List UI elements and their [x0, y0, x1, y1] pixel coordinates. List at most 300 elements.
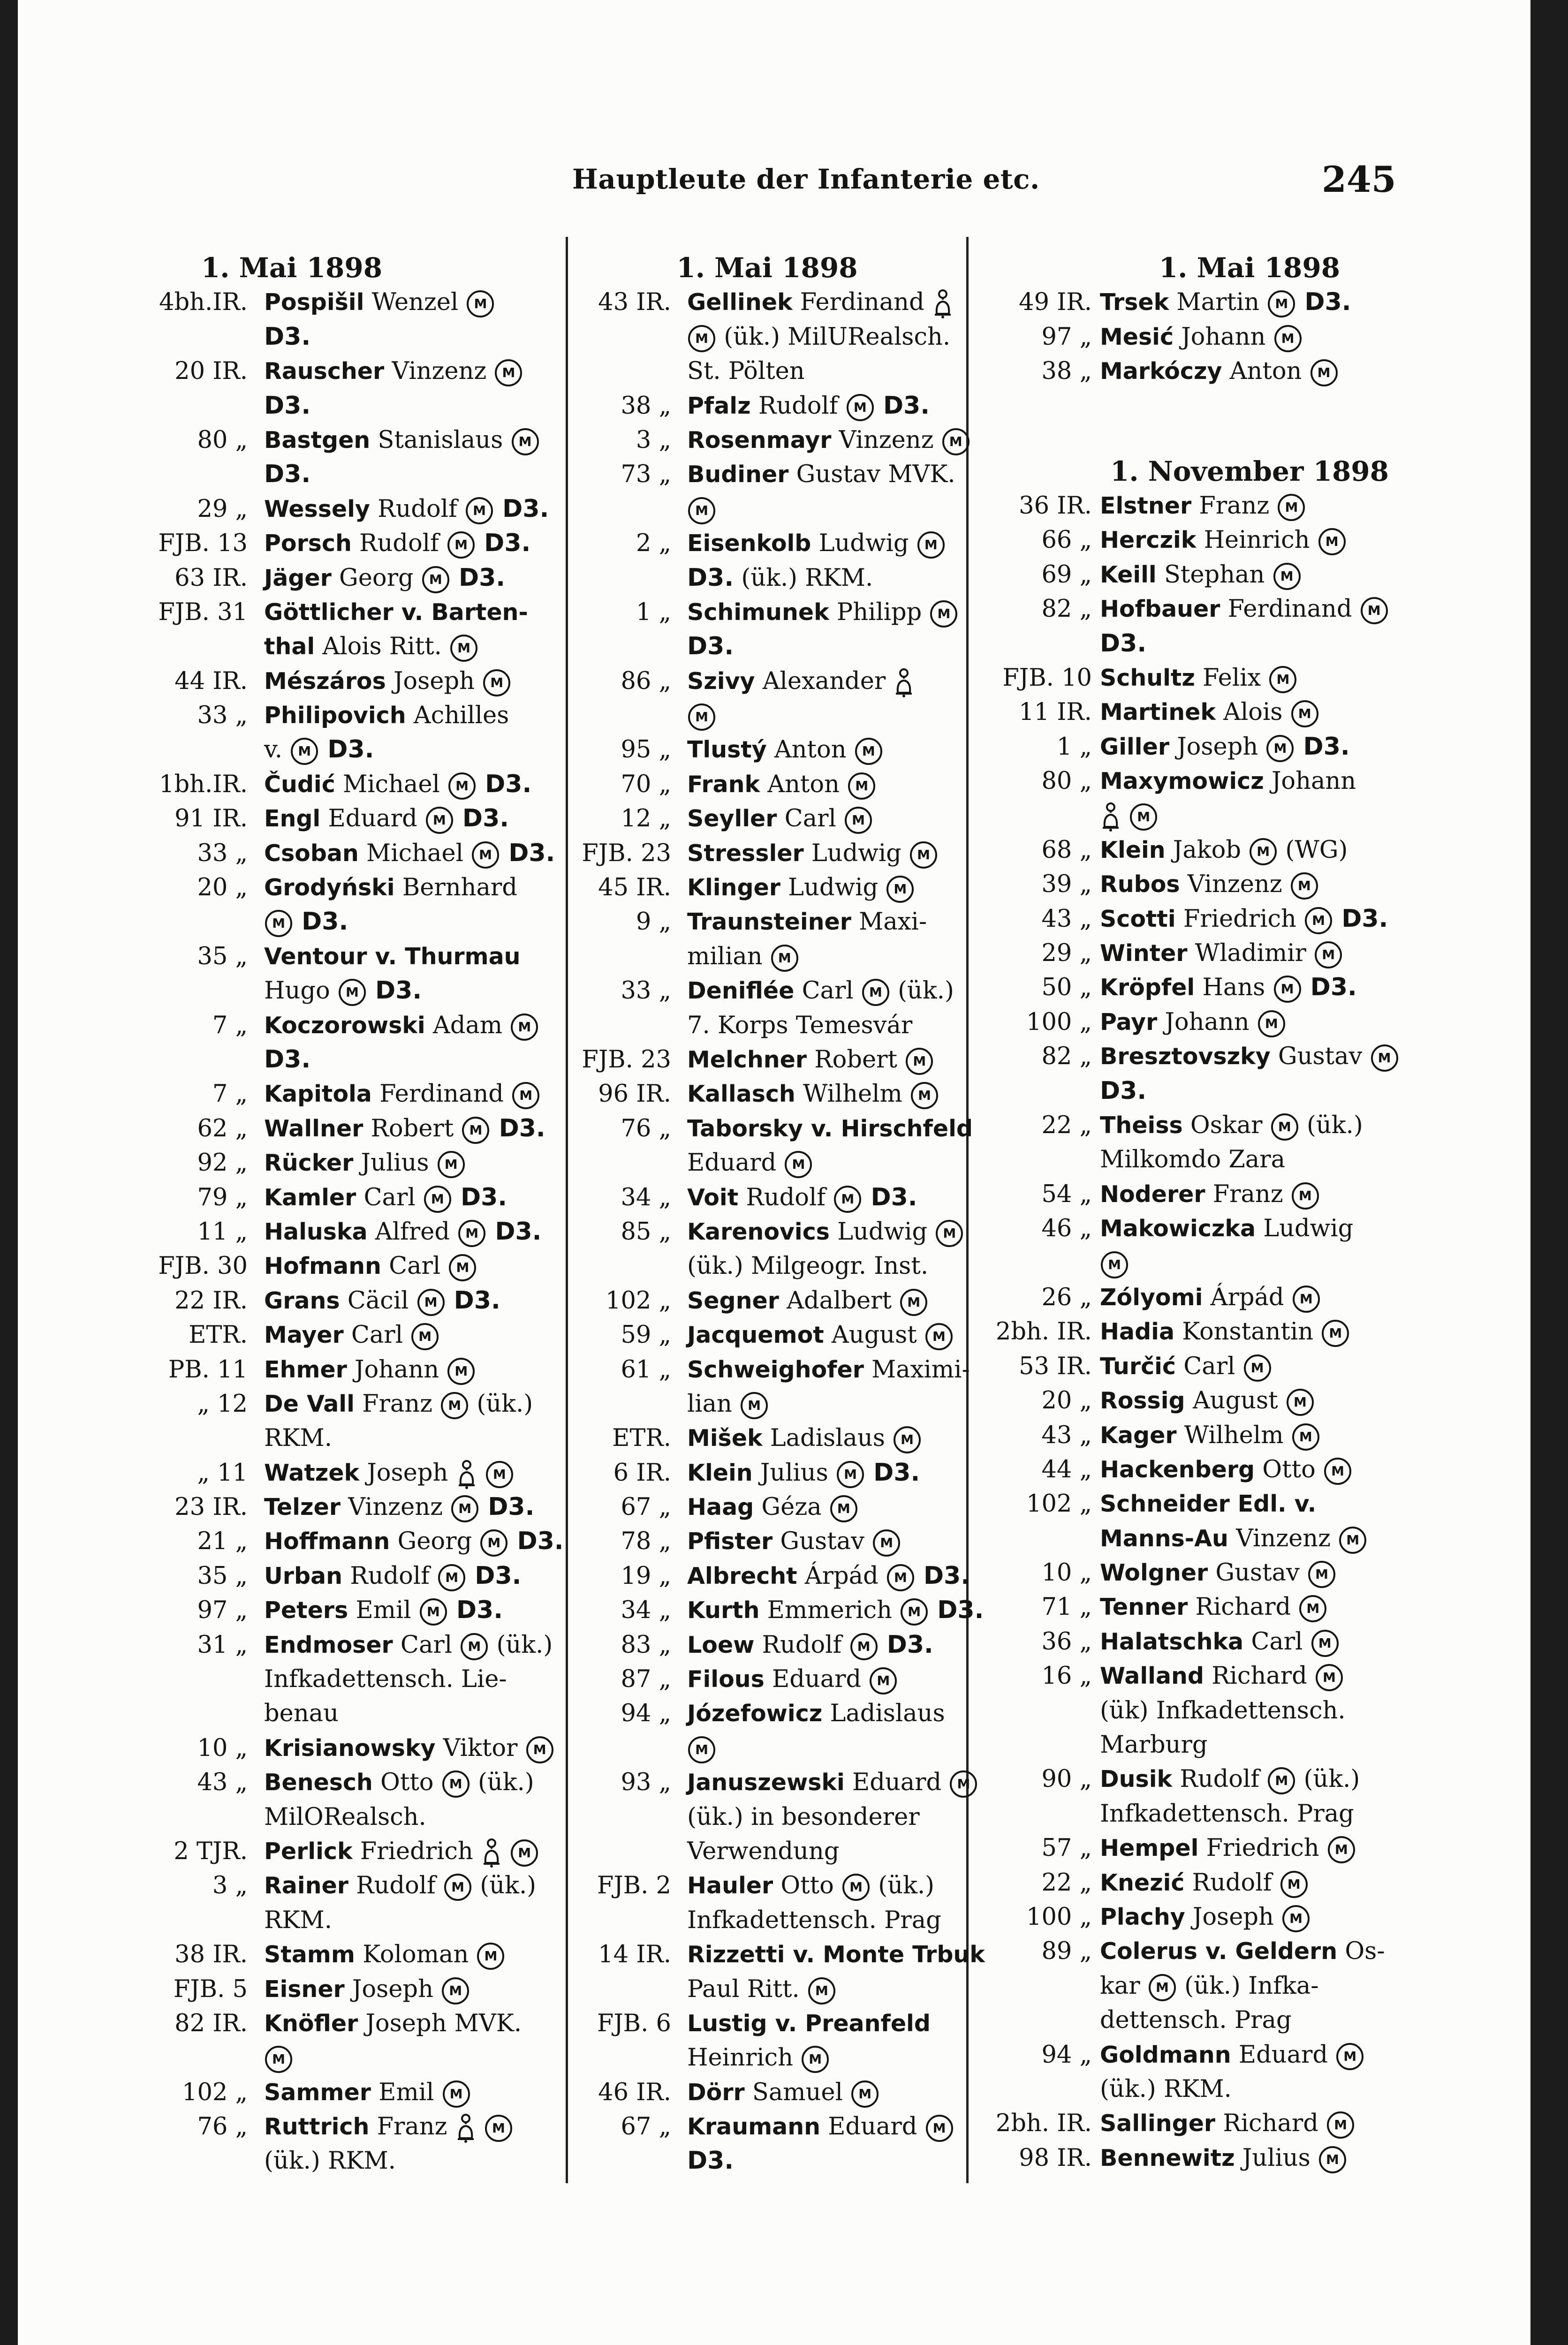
regiment-label: 82 IR.: [174, 2009, 248, 2037]
list-item: [568, 1834, 966, 1868]
entry-text: Achilles: [406, 702, 509, 730]
regiment-label: ETR.: [189, 1321, 248, 1349]
regiment-label: 3 „: [212, 1872, 248, 1900]
circled-m-icon: M: [339, 979, 366, 1006]
circled-m-icon: M: [480, 1529, 508, 1557]
officer-entry: [687, 1868, 934, 1903]
circled-m-icon: M: [886, 876, 914, 903]
surname: Seyller: [687, 805, 777, 832]
surname: Tlustý: [687, 736, 767, 764]
entry-text: Vinzenz: [1180, 870, 1290, 899]
entry-text: St. Pölten: [687, 357, 805, 386]
officer-entry: [264, 1834, 539, 1868]
surname: Manns-Au: [1100, 1525, 1228, 1552]
surname: Walland: [1100, 1663, 1204, 1690]
circled-m-icon: M: [1318, 528, 1346, 555]
circled-m-icon: M: [444, 1874, 471, 1901]
surname: Rücker: [264, 1150, 354, 1177]
officer-entry: [687, 1972, 836, 2006]
surname: Porsch: [264, 530, 352, 557]
list-item: [568, 354, 966, 388]
officer-entry: [687, 1318, 954, 1352]
circled-m-icon: M: [1250, 838, 1277, 865]
list-item: [568, 2041, 966, 2075]
circled-m-icon: M: [1282, 1905, 1310, 1932]
entry-text: Friedrich: [1175, 905, 1304, 933]
circled-m-icon: M: [486, 1461, 513, 1488]
regiment-label: 3 „: [636, 426, 671, 454]
entry-text: Emil: [371, 2078, 442, 2106]
circled-m-icon: M: [426, 807, 453, 834]
officer-entry: [1100, 2003, 1292, 2037]
surname: Göttlicher v. Barten-: [264, 598, 528, 626]
list-item: [18, 767, 566, 802]
regiment-label: 95 „: [621, 736, 671, 764]
entry-text: Martin: [1169, 288, 1267, 317]
surname: Karenovics: [687, 1218, 830, 1245]
circled-m-icon: M: [1310, 359, 1338, 386]
regiment-label: 29 „: [197, 495, 248, 523]
regiment-label: 35 „: [197, 942, 248, 970]
regiment-label: 97 „: [1041, 323, 1092, 351]
list-item: [568, 1662, 966, 1696]
circled-m-icon: M: [417, 1289, 445, 1316]
entry-text: (ük.) Milgeogr. Inst.: [687, 1252, 929, 1280]
list-item: [568, 423, 966, 457]
officer-entry: [264, 526, 530, 560]
list-item: [568, 1456, 966, 1490]
regiment-label: 22 IR.: [174, 1286, 248, 1315]
entry-text: Alois Ritt.: [315, 633, 450, 661]
circled-m-icon: M: [1130, 803, 1157, 831]
list-item: [568, 802, 966, 836]
entry-text: Wilhelm: [795, 1080, 910, 1108]
surname: Traunsteiner: [687, 908, 851, 936]
officer-entry: [1100, 320, 1303, 354]
list-item: [568, 1903, 966, 1937]
officer-entry: [687, 457, 955, 492]
class-mark: D3.: [366, 976, 422, 1005]
officer-entry: [264, 1972, 470, 2006]
officer-entry: [1100, 1934, 1385, 1968]
circled-m-icon: M: [1371, 1044, 1398, 1072]
entry-text: Georg: [331, 564, 421, 592]
list-item: [18, 1456, 566, 1490]
surname: Kröpfel: [1100, 974, 1195, 1001]
officer-entry: [264, 1146, 466, 1180]
circled-m-icon: M: [1311, 1630, 1339, 1657]
entry-text: Alexander: [755, 667, 894, 695]
regiment-label: 44 „: [1041, 1455, 1092, 1483]
circled-m-icon: M: [1316, 1664, 1343, 1691]
entry-text: Adam: [425, 1011, 510, 1039]
officer-entry: [1100, 1900, 1310, 1934]
officer-entry: [264, 1731, 554, 1765]
circled-m-icon: M: [1274, 325, 1302, 352]
officer-entry: [1100, 1142, 1285, 1177]
officer-entry: [1100, 1418, 1320, 1452]
circled-m-icon: M: [1328, 1836, 1355, 1863]
circled-m-icon: M: [1299, 1595, 1326, 1622]
surname: Maxymowicz: [1100, 768, 1264, 795]
officer-entry: [264, 1593, 503, 1627]
entry-text: Michael: [335, 770, 448, 798]
entry-text: Franz: [1205, 1180, 1291, 1208]
entry-text: Konstantin: [1174, 1318, 1321, 1346]
regiment-label: 62 „: [197, 1114, 248, 1142]
officer-entry: [1100, 1521, 1367, 1556]
list-item: [18, 974, 566, 1008]
list-item: [18, 1284, 566, 1318]
entry-text: Ludwig: [780, 874, 886, 902]
class-mark: D3.: [477, 770, 532, 798]
list-item: [18, 1077, 566, 1111]
officer-entry: [1100, 1005, 1286, 1039]
list-item: [568, 492, 966, 526]
list-item: [969, 1280, 1530, 1315]
entry-text: Heinrich: [687, 2044, 801, 2072]
entry-text: Robert: [363, 1114, 462, 1142]
officer-entry: [1100, 627, 1146, 661]
list-item: [969, 354, 1530, 388]
entry-text: Rudolf: [754, 1631, 849, 1659]
entry-text: Rudolf: [1172, 1765, 1267, 1793]
officer-entry: [687, 1008, 912, 1043]
officer-entry: [687, 320, 950, 354]
surname: Stamm: [264, 1941, 355, 1968]
surname: Endmoser: [264, 1631, 393, 1658]
entry-text: Árpád: [1203, 1283, 1292, 1311]
regiment-label: 96 IR.: [598, 1080, 671, 1108]
circled-m-icon: M: [1280, 1871, 1308, 1898]
regiment-label: 11 IR.: [1019, 698, 1092, 726]
class-mark: D3.: [1100, 629, 1147, 658]
circled-m-icon: M: [926, 2115, 953, 2142]
officer-entry: [687, 1559, 970, 1593]
list-item: [18, 1318, 566, 1352]
list-item: [969, 695, 1530, 729]
list-item: [568, 767, 966, 802]
list-item: [18, 1353, 566, 1387]
officer-entry: [1100, 1315, 1350, 1349]
list-item: [18, 939, 566, 974]
list-item: [568, 2006, 966, 2041]
list-item: [568, 1800, 966, 1834]
regiment-label: 50 „: [1041, 974, 1092, 1002]
surname: Ruttrich: [264, 2113, 370, 2141]
officer-entry: [687, 1180, 917, 1215]
entry-text: Joseph: [386, 667, 483, 695]
circled-m-icon: M: [477, 1943, 504, 1970]
column-1: [18, 251, 566, 2179]
officer-entry: [1100, 285, 1351, 319]
circled-m-icon: M: [802, 2046, 829, 2073]
list-item: [969, 627, 1530, 661]
regiment-label: 38 „: [621, 392, 671, 420]
circled-m-icon: M: [447, 531, 475, 559]
surname: Bresztovszky: [1100, 1043, 1271, 1070]
regiment-label: 10 „: [197, 1734, 248, 1762]
officer-entry: [1100, 1108, 1363, 1142]
officer-entry: [264, 1180, 507, 1215]
officer-entry: [264, 1043, 311, 1077]
surname: Turčić: [1100, 1353, 1176, 1380]
circled-m-icon: M: [851, 2080, 879, 2108]
regiment-label: 94 „: [621, 1700, 671, 1728]
officer-entry: [687, 2075, 879, 2110]
list-item: [568, 1490, 966, 1524]
entry-text: Rudolf: [348, 1872, 444, 1900]
entry-text: August: [1185, 1387, 1286, 1415]
officer-entry: [1100, 354, 1339, 388]
surname: Albrecht: [687, 1562, 797, 1589]
surname: Kallasch: [687, 1081, 795, 1108]
date-heading: 1. November 1898: [1110, 455, 1389, 487]
regiment-label: 2 „: [636, 530, 671, 558]
entry-text: Carl: [777, 805, 844, 833]
surname: Bastgen: [264, 426, 371, 454]
circled-m-icon: M: [511, 1839, 538, 1867]
surname: Segner: [687, 1287, 779, 1314]
list-item: [18, 733, 566, 767]
surname: Makowiczka: [1100, 1215, 1256, 1242]
circled-m-icon: M: [887, 1564, 914, 1591]
regiment-label: 1bh.IR.: [159, 770, 248, 798]
officer-entry: [1100, 1659, 1344, 1693]
surname: Wolgner: [1100, 1559, 1208, 1587]
circled-m-icon: M: [442, 1770, 470, 1798]
surname: Pfalz: [687, 392, 751, 419]
surname: Szivy: [687, 667, 755, 695]
surname: Sallinger: [1100, 2110, 1216, 2137]
list-item: [18, 1593, 566, 1627]
regiment-label: 20 „: [197, 874, 248, 902]
circled-m-icon: M: [1361, 597, 1388, 624]
officer-entry: [1100, 1556, 1336, 1590]
regiment-label: 100 „: [1026, 1903, 1092, 1931]
list-item: [568, 1937, 985, 1972]
regiment-label: 70 „: [621, 770, 671, 798]
entry-text: (ük.): [472, 1872, 537, 1900]
surname: Schneider Edl. v.: [1100, 1490, 1317, 1518]
entry-text: Hugo: [264, 977, 338, 1005]
officer-entry: [1100, 1177, 1320, 1211]
officer-entry: [264, 1249, 477, 1283]
regiment-label: 78 „: [621, 1528, 671, 1556]
surname: Čudić: [264, 771, 335, 798]
list-item: [969, 936, 1530, 970]
list-item: [18, 629, 566, 664]
regiment-label: 71 „: [1041, 1593, 1092, 1621]
surname: Tenner: [1100, 1594, 1188, 1621]
officer-entry: [687, 1421, 922, 1455]
officer-entry: [264, 802, 509, 836]
regiment-label: FJB. 5: [173, 1975, 248, 2003]
circled-m-icon: M: [458, 1220, 485, 1247]
officer-entry: [264, 1490, 534, 1524]
entry-text: Maxi-: [851, 908, 927, 936]
entry-text: Anton: [760, 770, 848, 798]
officer-entry: [687, 492, 716, 526]
officer-entry: [687, 1284, 928, 1318]
officer-entry: [264, 1800, 426, 1834]
entry-text: Carl: [381, 1252, 448, 1280]
surname: Loew: [687, 1631, 755, 1658]
officer-entry: [264, 1524, 564, 1558]
circled-m-icon: M: [424, 1186, 451, 1213]
list-item: [969, 489, 1530, 523]
class-mark: D3.: [452, 1183, 508, 1211]
class-mark: D3.: [454, 804, 509, 833]
regiment-label: 34 „: [621, 1596, 671, 1625]
surname: Ehmer: [264, 1356, 347, 1383]
entry-text: Wladimir: [1187, 939, 1314, 968]
entry-text: Carl: [356, 1183, 423, 1211]
regiment-label: 67 „: [621, 1493, 671, 1521]
surname: Dörr: [687, 2079, 745, 2106]
entry-text: (ük.) RKM.: [734, 564, 873, 592]
class-mark: D3.: [450, 563, 506, 592]
list-item: [18, 1972, 566, 2006]
circled-m-icon: M: [1305, 907, 1332, 934]
officer-entry: [687, 1800, 920, 1834]
class-mark: D3.: [687, 632, 734, 661]
entry-text: kar: [1100, 1972, 1148, 2000]
list-item: [18, 698, 566, 733]
circled-m-icon: M: [1278, 494, 1305, 521]
list-item: [18, 1559, 566, 1593]
regiment-label: 31 „: [197, 1631, 248, 1659]
officer-entry: [687, 870, 915, 905]
circled-m-icon: M: [447, 1358, 475, 1385]
list-item: [969, 1349, 1530, 1384]
surname: thal: [264, 633, 315, 660]
circled-m-icon: M: [438, 1564, 465, 1591]
surname: Klein: [687, 1459, 753, 1486]
entry-text: Friedrich: [1198, 1834, 1327, 1862]
surname: Taborsky v. Hirschfeld: [687, 1115, 973, 1142]
officer-entry: [264, 1353, 476, 1387]
class-mark: D3.: [319, 735, 374, 764]
entry-text: Julius: [353, 1149, 437, 1177]
entry-text: Otto: [1255, 1455, 1323, 1483]
surname: Urban: [264, 1562, 342, 1589]
regiment-label: 20 IR.: [174, 357, 248, 386]
regiment-label: 23 IR.: [174, 1493, 248, 1521]
regiment-label: 34 „: [621, 1183, 671, 1211]
entry-text: Koloman: [355, 1941, 477, 1969]
list-item: [969, 798, 1530, 832]
list-item: [969, 1211, 1530, 1246]
circled-m-icon: M: [855, 738, 882, 765]
officer-entry: [1100, 1211, 1353, 1246]
circled-m-icon: M: [466, 497, 493, 524]
circled-m-icon: M: [910, 841, 937, 869]
entry-text: RKM.: [264, 1906, 332, 1934]
surname: Rubos: [1100, 871, 1180, 898]
circled-m-icon: M: [1293, 1286, 1320, 1313]
list-item: [969, 1590, 1530, 1624]
entry-text: Michael: [358, 839, 471, 867]
entry-text: [1121, 802, 1129, 829]
regiment-label: 91 IR.: [174, 805, 248, 833]
circled-m-icon: M: [1268, 1767, 1295, 1794]
list-item: [568, 561, 966, 595]
circled-m-icon: M: [422, 566, 449, 593]
list-item: [568, 1215, 966, 1249]
surname: Herczik: [1100, 527, 1197, 554]
surname: Klein: [1100, 836, 1166, 863]
list-item: [568, 1696, 966, 1731]
list-item: [18, 905, 566, 939]
class-mark: D3.: [508, 1527, 564, 1556]
list-item: [18, 870, 566, 905]
regiment-label: 39 „: [1041, 870, 1092, 899]
officer-entry: [264, 2006, 522, 2041]
list-item: [969, 1521, 1530, 1556]
regiment-label: 98 IR.: [1019, 2144, 1092, 2172]
list-item: [18, 1112, 566, 1146]
entry-text: Verwendung: [687, 1837, 840, 1865]
officer-entry: [1100, 1590, 1327, 1624]
circled-m-icon: M: [512, 1082, 539, 1109]
class-mark: D3.: [878, 1630, 933, 1659]
officer-entry: [264, 1662, 507, 1696]
circled-m-icon: M: [917, 531, 945, 559]
regiment-label: FJB. 13: [158, 530, 248, 558]
regiment-label: 73 „: [621, 461, 671, 489]
regiment-label: 1 „: [636, 598, 671, 626]
circled-m-icon: M: [485, 2115, 512, 2142]
entry-text: August: [824, 1321, 924, 1349]
list-item: [18, 1180, 566, 1215]
list-item: [568, 1043, 966, 1077]
surname: Gellinek: [687, 289, 793, 316]
officer-entry: [1100, 2072, 1232, 2106]
class-mark: D3.: [1100, 1076, 1147, 1105]
circled-m-icon: M: [688, 704, 715, 731]
entry-text: Ludwig: [1256, 1215, 1354, 1243]
list-item: [568, 1112, 973, 1146]
officer-entry: [1100, 1969, 1319, 2003]
entry-text: Franz: [1191, 492, 1277, 520]
regiment-label: 38 IR.: [174, 1941, 248, 1969]
bell-medal-icon: [933, 288, 953, 319]
circled-m-icon: M: [1244, 1354, 1271, 1382]
surname: Deniflée: [687, 977, 795, 1005]
entry-text: Os-: [1337, 1937, 1385, 1966]
regiment-label: 59 „: [621, 1321, 671, 1349]
surname: Watzek: [264, 1459, 360, 1486]
list-item: [969, 1934, 1530, 1968]
entry-text: MilORealsch.: [264, 1803, 426, 1831]
entry-text: Carl: [794, 977, 861, 1005]
bell-medal-icon: [1101, 802, 1121, 832]
officer-entry: [687, 354, 805, 388]
officer-entry: [1100, 1039, 1399, 1074]
list-item: [568, 389, 966, 423]
regiment-label: 66 „: [1041, 526, 1092, 554]
list-item: [18, 664, 566, 698]
list-item: [568, 1559, 970, 1593]
entry-text: Franz: [354, 1390, 440, 1418]
regiment-label: 22 „: [1041, 1111, 1092, 1139]
circled-m-icon: M: [1273, 563, 1301, 590]
entry-text: Bernhard: [394, 874, 517, 902]
officer-entry: [1100, 1831, 1356, 1865]
class-mark: D3.: [490, 1114, 545, 1142]
surname: Haag: [687, 1494, 754, 1521]
